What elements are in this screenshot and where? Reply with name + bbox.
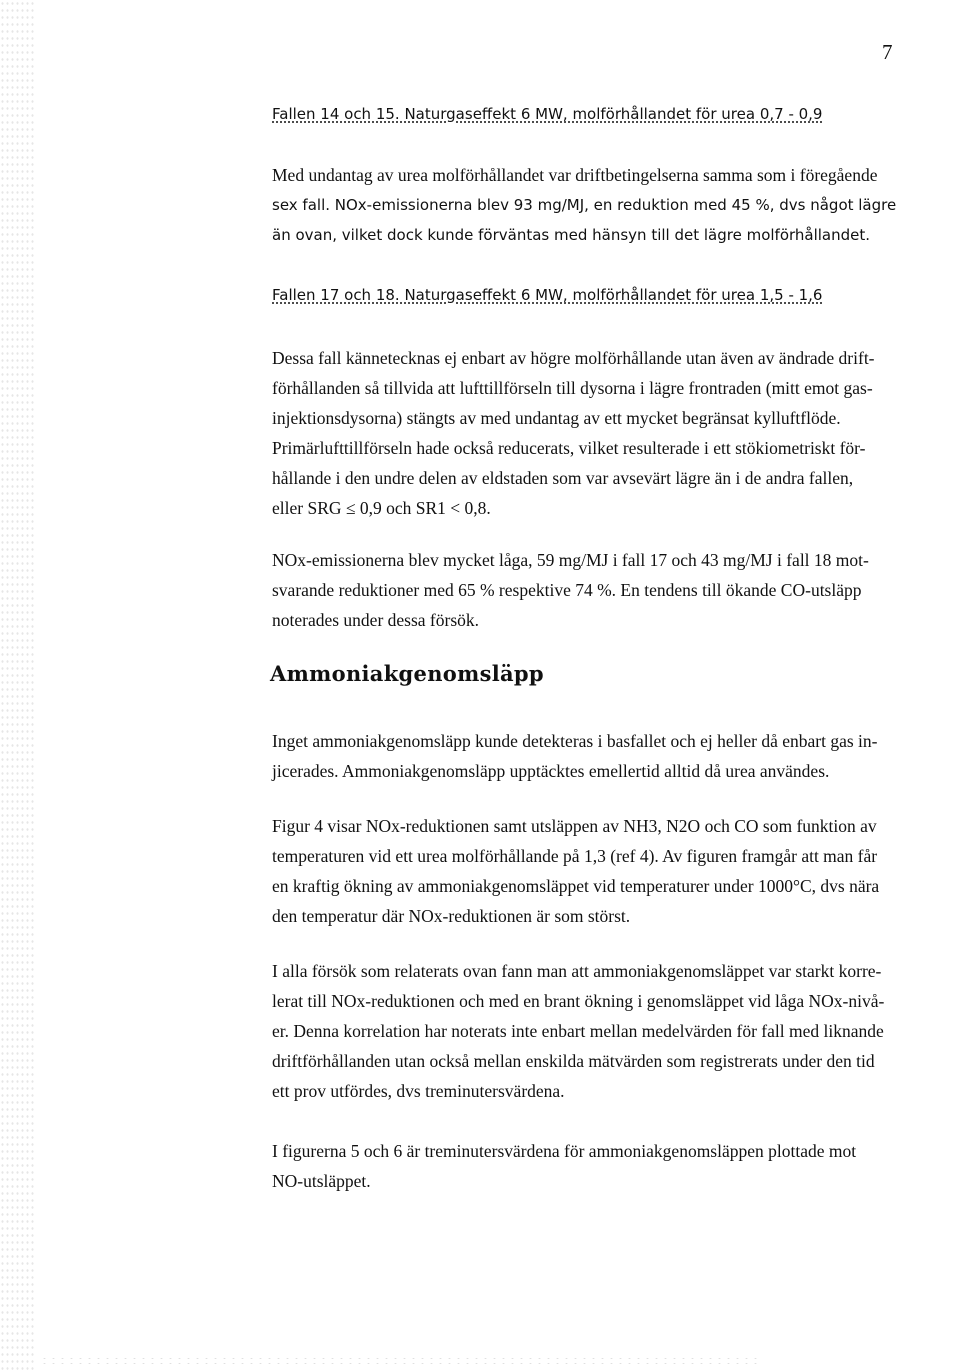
text-line: Dessa fall kännetecknas ej enbart av högre molförhållande utan även av ändrade drift- (272, 348, 875, 368)
text-line: förhållanden så tillvida att lufttillförseln till dysorna i lägre frontraden (mitt emot gas- (272, 378, 873, 398)
scan-margin-noise (0, 0, 34, 1371)
text-line: än ovan, vilket dock kunde förväntas med hänsyn till det lägre molförhållandet. (272, 226, 871, 244)
section-heading-cases-14-15: Fallen 14 och 15. Naturgaseffekt 6 MW, molförhållandet för urea 0,7 - 0,9 (272, 105, 823, 123)
text-line: Inget ammoniakgenomsläpp kunde detekteras i basfallet och ej heller då enbart gas in- (272, 731, 878, 751)
text-line: NO-utsläppet. (272, 1171, 371, 1191)
text-line: hållande i den undre delen av eldstaden som var avsevärt lägre än i de andra fallen, (272, 468, 854, 488)
text-line: noterades under dessa försök. (272, 610, 480, 630)
text-line: en kraftig ökning av ammoniakgenomsläppet vid temperaturer under 1000°C, dvs nära (272, 876, 880, 896)
section-heading-cases-17-18: Fallen 17 och 18. Naturgaseffekt 6 MW, molförhållandet för urea 1,5 - 1,6 (272, 286, 823, 304)
paragraph-ammonia-detection (272, 726, 944, 786)
paragraph-figure-4 (272, 811, 944, 931)
paragraph-cases-17-18 (272, 343, 944, 523)
text-line: ett prov utfördes, dvs treminutersvärdena. (272, 1081, 565, 1101)
text-line: I figurerna 5 och 6 är treminutersvärdena för ammoniakgenomsläppen plottade mot (272, 1141, 857, 1161)
text-line: lerat till NOx-reduktionen och med en brant ökning i genomsläppet vid låga NOx-nivå- (272, 991, 885, 1011)
text-line: er. Denna korrelation har noterats inte enbart mellan medelvärden för fall med liknande (272, 1021, 884, 1041)
text-line: jicerades. Ammoniakgenomsläpp upptäcktes emellertid alltid då urea användes. (272, 761, 830, 781)
text-line: injektionsdysorna) stängts av med undantag av ett mycket begränsat kylluftflöde. (272, 408, 841, 428)
text-line: Figur 4 visar NOx-reduktionen samt utsläppen av NH3, N2O och CO som funktion av (272, 816, 877, 836)
text-line: svarande reduktioner med 65 % respektive 74 %. En tendens till ökande CO-utsläpp (272, 580, 862, 600)
section-heading-ammonia-slip: Ammoniakgenomsläpp (270, 661, 544, 686)
text-line: sex fall. NOx-emissionerna blev 93 mg/MJ, en reduktion med 45 %, dvs något lägre (272, 196, 897, 214)
text-line: den temperatur där NOx-reduktionen är som störst. (272, 906, 631, 926)
paragraph-correlation (272, 956, 944, 1106)
paragraph-figures-5-6 (272, 1136, 944, 1196)
text-line: eller SRG ≤ 0,9 och SR1 < 0,8. (272, 498, 491, 518)
text-line: driftförhållanden utan också mellan enskilda mätvärden som registrerats under den tid (272, 1051, 875, 1071)
text-line: Med undantag av urea molförhållandet var driftbetingelserna samma som i föregående (272, 165, 878, 185)
text-line: I alla försök som relaterats ovan fann man att ammoniakgenomsläppet var starkt korre- (272, 961, 882, 981)
paragraph-nox-results (272, 545, 944, 635)
text-line: temperaturen vid ett urea molförhållande på 1,3 (ref 4). Av figuren framgår att man får (272, 846, 878, 866)
paragraph-cases-14-15 (272, 160, 944, 250)
text-line: Primärlufttillförseln hade också reducerats, vilket resulterade i ett stökiometriskt för- (272, 438, 866, 458)
page-number: 7 (882, 40, 893, 64)
text-line: NOx-emissionerna blev mycket låga, 59 mg/MJ i fall 17 och 43 mg/MJ i fall 18 mot- (272, 550, 869, 570)
scan-bottom-noise (40, 1356, 760, 1366)
